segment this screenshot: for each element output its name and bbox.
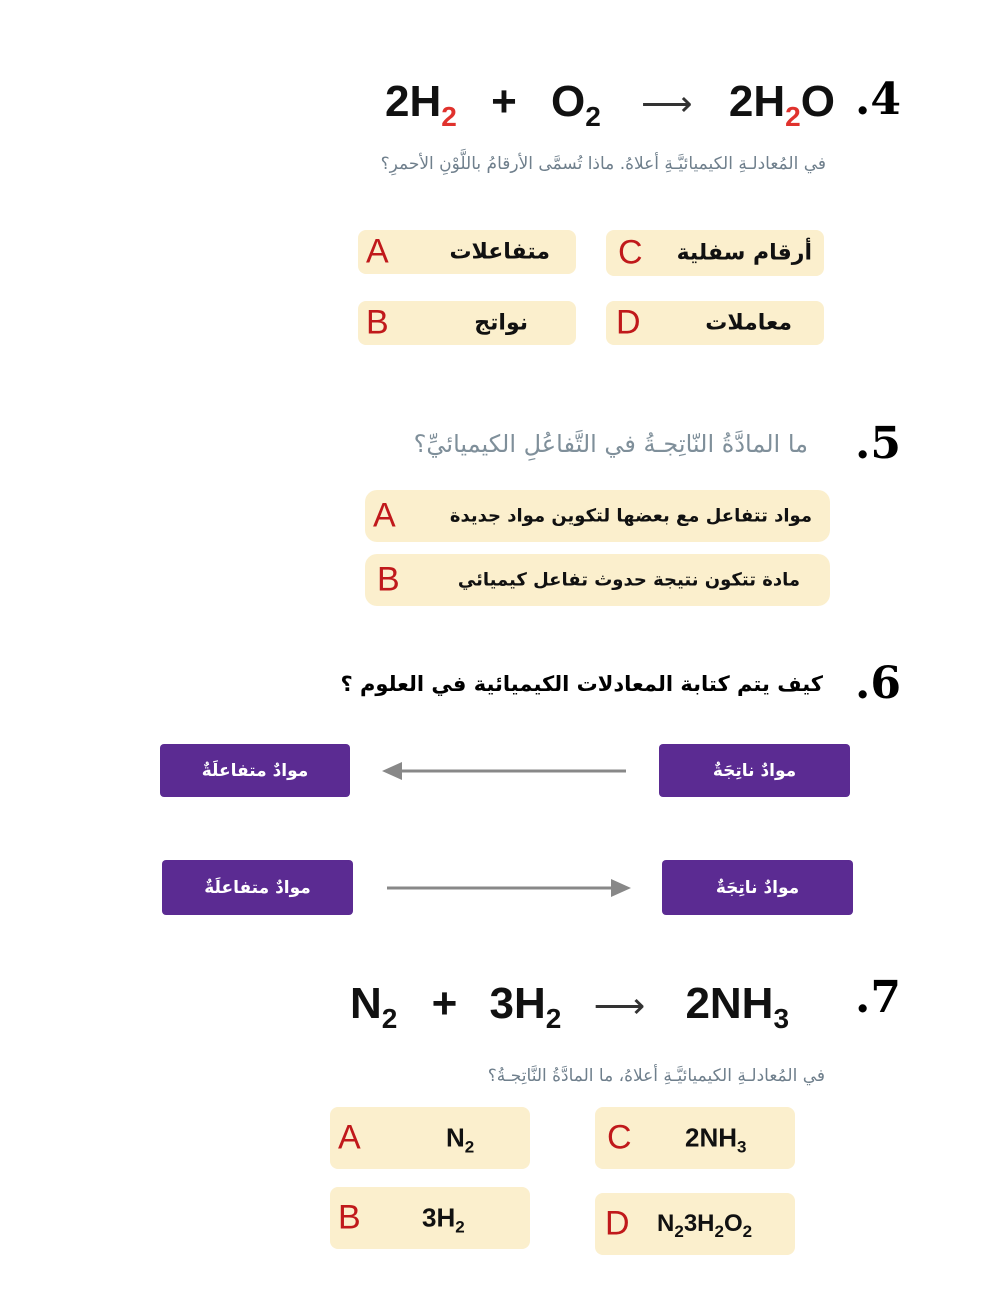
chem-term: N xyxy=(446,1122,465,1153)
q6-row2-products-box[interactable]: موادٌ ناتِجَةٌ xyxy=(662,860,853,915)
eq4-sub1: 2 xyxy=(441,101,457,132)
option-letter: D xyxy=(616,303,641,342)
q6-row1-reactants-box[interactable]: موادٌ متفاعلَةٌ xyxy=(160,744,350,797)
chem-term: 3H xyxy=(683,1210,715,1237)
chem-sub: 2 xyxy=(742,1222,753,1241)
q5-option-b[interactable] xyxy=(365,554,830,606)
q5-option-a[interactable] xyxy=(365,490,830,542)
eq7-term3: 2NH xyxy=(685,979,774,1028)
eq4-term3: 2H xyxy=(728,77,786,126)
q7-option-a[interactable] xyxy=(330,1107,530,1169)
option-letter: D xyxy=(605,1204,630,1243)
option-letter: A xyxy=(366,232,389,271)
eq4-sub3: 2 xyxy=(785,101,801,132)
eq4-plus: + xyxy=(491,77,517,126)
option-letter: A xyxy=(338,1118,361,1157)
option-text: مادة تتكون نتيجة حدوث تفاعل كيميائي xyxy=(457,569,800,591)
eq7-arrow-icon: ⟶ xyxy=(593,985,646,1026)
option-text xyxy=(657,1210,753,1241)
chem-term: O xyxy=(723,1210,743,1237)
q7-option-c[interactable] xyxy=(595,1107,795,1169)
eq4-term4: O xyxy=(800,77,835,126)
option-text: مواد تتفاعل مع بعضها لتكوين مواد جديدة xyxy=(449,505,812,527)
eq7-sub2: 2 xyxy=(545,1003,562,1034)
eq4-term2: O xyxy=(551,77,586,126)
q4-option-b[interactable] xyxy=(358,301,576,345)
question-4-number: .4 xyxy=(855,74,901,125)
q4-option-a[interactable] xyxy=(358,230,576,274)
question-7-equation xyxy=(350,979,790,1034)
chem-term: 2NH xyxy=(685,1122,738,1153)
q6-row2-arrow-right-icon xyxy=(383,875,633,901)
option-letter: B xyxy=(366,303,389,342)
option-text: معاملات xyxy=(705,310,792,336)
option-letter: B xyxy=(338,1198,361,1237)
question-7-number: .7 xyxy=(855,972,901,1023)
eq7-term1: N xyxy=(350,979,382,1028)
option-text: متفاعلات xyxy=(449,239,550,265)
q4-option-c[interactable] xyxy=(606,230,824,276)
option-letter: C xyxy=(618,233,643,272)
option-letter: C xyxy=(607,1118,632,1157)
q6-row1-arrow-left-icon xyxy=(380,758,630,784)
eq7-plus: + xyxy=(431,979,458,1028)
q6-row1-products-box[interactable]: موادٌ ناتِجَةٌ xyxy=(659,744,850,797)
q6-row2-reactants-box[interactable]: موادٌ متفاعلَةٌ xyxy=(162,860,353,915)
eq7-sub1: 2 xyxy=(381,1003,398,1034)
q7-option-b[interactable] xyxy=(330,1187,530,1249)
question-5-prompt: ما المادَّةُ النّاتِجـةُ في التَّفاعُلِ الكيميائيِّ؟ xyxy=(413,430,808,458)
chem-sub: 2 xyxy=(714,1222,724,1241)
eq7-sub3: 3 xyxy=(773,1003,790,1034)
option-letter: B xyxy=(377,560,400,599)
option-text: أرقام سفلية xyxy=(676,240,812,266)
eq4-term1: 2H xyxy=(385,77,442,126)
eq4-sub2: 2 xyxy=(585,101,601,132)
option-text: نواتج xyxy=(474,310,528,336)
option-text xyxy=(446,1122,475,1157)
eq4-arrow-icon: ⟶ xyxy=(641,83,693,124)
chem-term: 3H xyxy=(422,1202,456,1233)
question-7-prompt: في المُعادلـةِ الكيميائيَّـةِ أعلاهُ، ما المادَّةُ النَّاتِجـةُ؟ xyxy=(487,1066,825,1086)
q4-option-d[interactable] xyxy=(606,301,824,345)
chem-term: N xyxy=(657,1210,675,1237)
question-6-number: .6 xyxy=(855,658,901,709)
question-4-prompt: في المُعادلـةِ الكيميائيَّـةِ أعلاهُ. ماذا تُسمَّى الأرقامُ باللَّوْنِ الأحمرِ؟ xyxy=(380,154,826,174)
eq7-term2: 3H xyxy=(489,979,546,1028)
question-5-number: .5 xyxy=(855,418,901,469)
option-letter: A xyxy=(373,496,396,535)
chem-sub: 2 xyxy=(674,1222,684,1241)
q7-option-d[interactable] xyxy=(595,1193,795,1255)
question-6-prompt: كيف يتم كتابة المعادلات الكيميائية في العلوم ؟ xyxy=(340,672,823,696)
chem-sub: 2 xyxy=(455,1217,465,1237)
question-4-equation xyxy=(385,77,835,132)
chem-sub: 2 xyxy=(464,1137,475,1157)
option-text xyxy=(685,1122,747,1157)
chem-sub: 3 xyxy=(737,1137,747,1157)
option-text xyxy=(422,1202,465,1237)
